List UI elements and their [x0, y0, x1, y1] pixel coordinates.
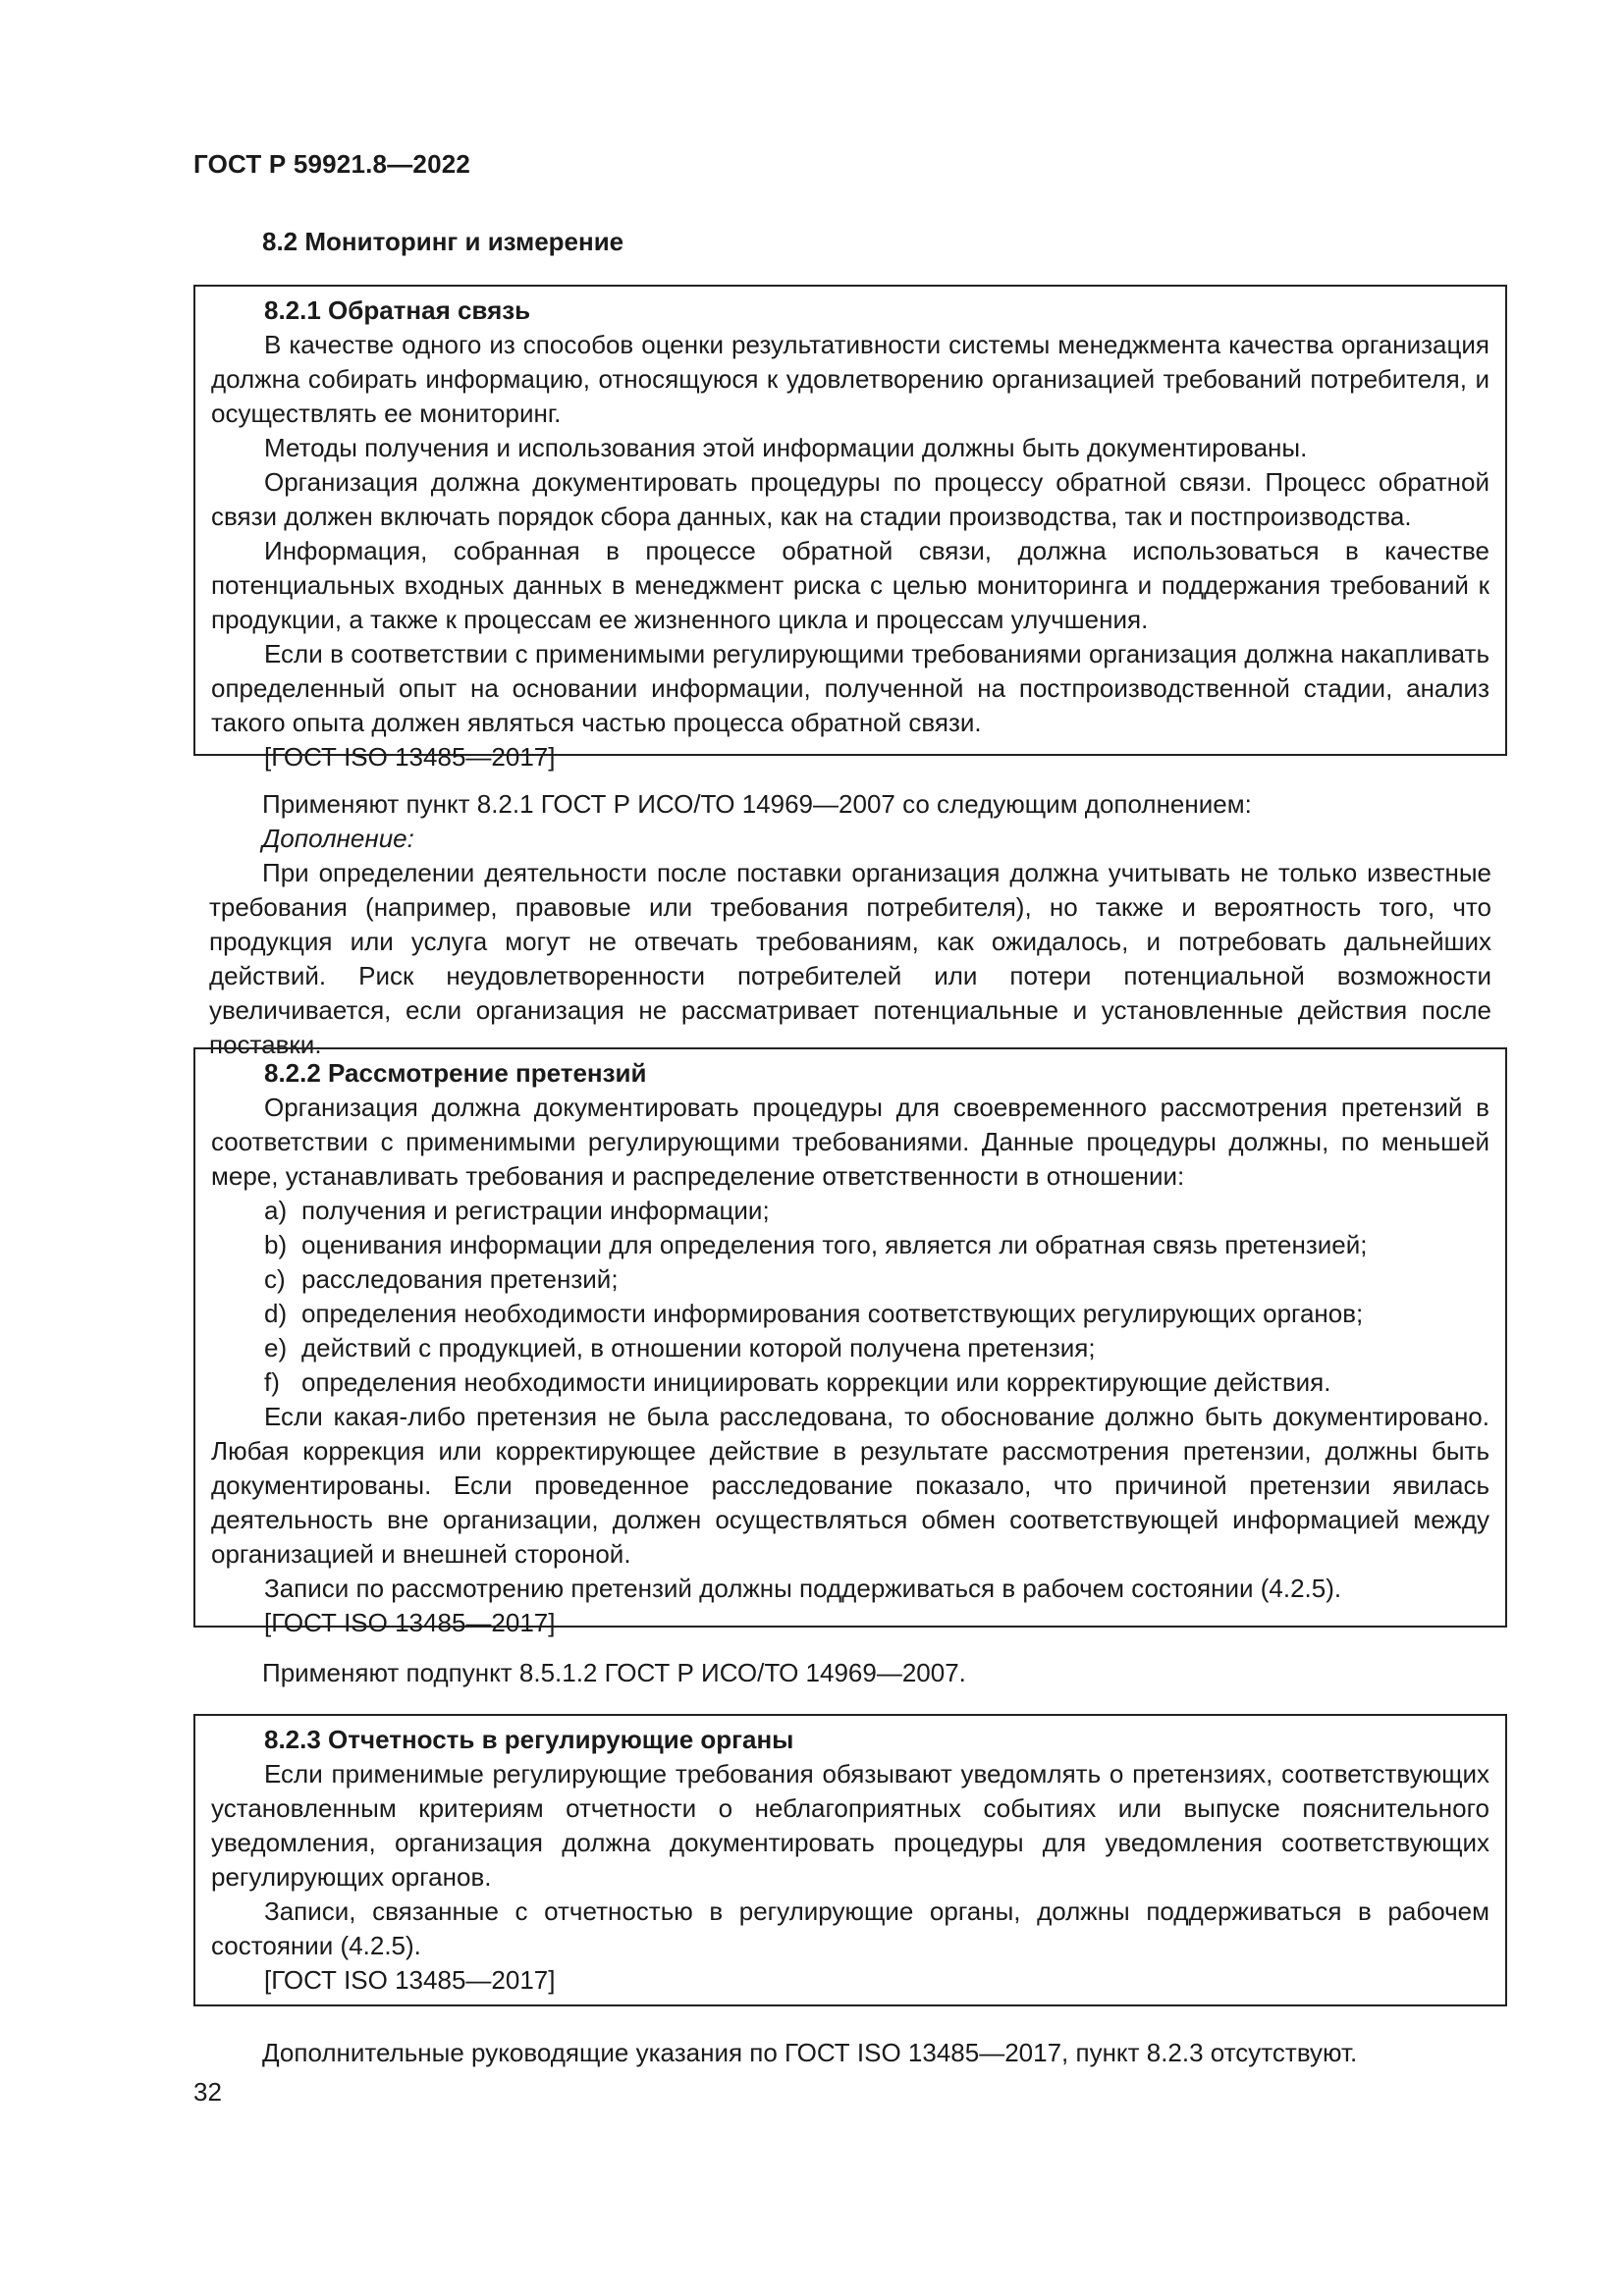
- list-item: [264, 1297, 1489, 1331]
- paragraph: Применяют подпункт 8.5.1.2 ГОСТ Р ИСО/ТО 14969—2007.: [262, 1658, 966, 1687]
- paragraph: Дополнительные руководящие указания по ГОСТ ISO 13485—2017, пункт 8.2.3 отсутствуют.: [262, 2038, 1358, 2067]
- list-item-text: определения необходимости инициировать коррекции или корректирующие действия.: [301, 1367, 1331, 1397]
- addition-label: Дополнение:: [262, 824, 414, 853]
- paragraph: Информация, собранная в процессе обратной связи, должна использоваться в качестве потенциальных входных данных в менеджмент риска с целью мониторинга и поддержания требований к продукции, а также к процессам ее жизненного цикла и процессам улучшения.: [211, 536, 1489, 634]
- paragraph: Записи по рассмотрению претензий должны поддерживаться в рабочем состоянии (4.2.5).: [264, 1574, 1342, 1603]
- paragraph: Записи, связанные с отчетностью в регулирующие органы, должны поддерживаться в рабочем состоянии (4.2.5).: [211, 1896, 1489, 1960]
- box-title: 8.2.3 Отчетность в регулирующие органы: [264, 1725, 794, 1754]
- source-reference: [ГОСТ ISO 13485—2017]: [264, 1608, 556, 1637]
- list-item: [264, 1365, 1489, 1400]
- list-item-label: b): [264, 1230, 288, 1259]
- paragraph: Методы получения и использования этой информации должны быть документированы.: [264, 433, 1308, 462]
- list-item-label: d): [264, 1299, 288, 1328]
- box-title: 8.2.1 Обратная связь: [264, 295, 531, 325]
- list-item-label: c): [264, 1264, 286, 1294]
- paragraph: Если какая-либо претензия не была расследована, то обоснование должно быть документировано. Любая коррекция или корректирующее действие в результате рассмотрения претензии, должны быть документированы. Если проведенное расследование показало, что причиной претензии явилась деятельность вне организации, должен осуществляться обмен соответствующей информацией между организацией и внешней стороной.: [211, 1402, 1489, 1569]
- list-item: [264, 1194, 1489, 1228]
- list-item-text: действий с продукцией, в отношении которой получена претензия;: [301, 1333, 1096, 1362]
- page-number: 32: [193, 2077, 222, 2107]
- paragraph: Организация должна документировать процедуры для своевременного рассмотрения претензий в соответствии с применимыми регулирующими требованиями. Данные процедуры должны, по меньшей мере, устанавливать требования и распределение ответственности в отношении:: [211, 1093, 1489, 1191]
- quote-box-feedback: [193, 285, 1507, 772]
- document-header: ГОСТ Р 59921.8—2022: [193, 149, 471, 179]
- quote-box-reporting: [193, 1714, 1507, 2006]
- paragraph: В качестве одного из способов оценки результативности системы менеджмента качества организация должна собирать информацию, относящуюся к удовлетворению организацией требований потребителя, и осуществлять ее мониторинг.: [211, 330, 1489, 428]
- list-item-label: f): [264, 1367, 280, 1397]
- list-item: [264, 1228, 1489, 1262]
- guidance-note-block: [193, 2036, 1507, 2070]
- box-title: 8.2.2 Рассмотрение претензий: [264, 1058, 647, 1088]
- list-item-text: оценивания информации для определения того, является ли обратная связь претензией;: [301, 1230, 1368, 1259]
- list-item-text: получения и регистрации информации;: [301, 1196, 770, 1225]
- list-item-text: определения необходимости информирования соответствующих регулирующих органов;: [301, 1299, 1364, 1328]
- list-item: [264, 1331, 1489, 1365]
- paragraph: При определении деятельности после поставки организация должна учитывать не только известные требования (например, правовые или требования потребителя), но также и вероятность того, что продукция или услуга могут не отвечать требованиям, как ожидалось, и потребовать дальнейших действий. Риск неудовлетворенности потребителей или потери потенциальной возможности увеличивается, если организация не рассматривает потенциальные и установленные действия после поставки.: [209, 858, 1491, 1059]
- source-reference: [ГОСТ ISO 13485—2017]: [264, 742, 556, 772]
- list-item: [264, 1262, 1489, 1297]
- paragraph: Применяют пункт 8.2.1 ГОСТ Р ИСО/ТО 14969—2007 со следующим дополнением:: [262, 789, 1252, 819]
- supplement-block: [193, 787, 1507, 1062]
- paragraph: Если в соответствии с применимыми регулирующими требованиями организация должна накапливать определенный опыт на основании информации, полученной на постпроизводственной стадии, анализ такого опыта должен являться частью процесса обратной связи.: [211, 639, 1489, 737]
- section-title: 8.2 Мониторинг и измерение: [262, 227, 624, 256]
- paragraph: Организация должна документировать процедуры по процессу обратной связи. Процесс обратной связи должен включать порядок сбора данных, как на стадии производства, так и постпроизводства.: [211, 467, 1489, 531]
- list-item-label: a): [264, 1196, 288, 1225]
- quote-box-complaints: [193, 1047, 1507, 1637]
- list-item-text: расследования претензий;: [301, 1264, 619, 1294]
- list-item-label: e): [264, 1333, 288, 1362]
- apply-note-block: [193, 1656, 1507, 1690]
- source-reference: [ГОСТ ISO 13485—2017]: [264, 1965, 556, 1995]
- paragraph: Если применимые регулирующие требования обязывают уведомлять о претензиях, соответствующих установленным критериям отчетности о неблагоприятных событиях или выпуске пояснительного уведомления, организация должна документировать процедуры для уведомления соответствующих регулирующих органов.: [211, 1759, 1489, 1892]
